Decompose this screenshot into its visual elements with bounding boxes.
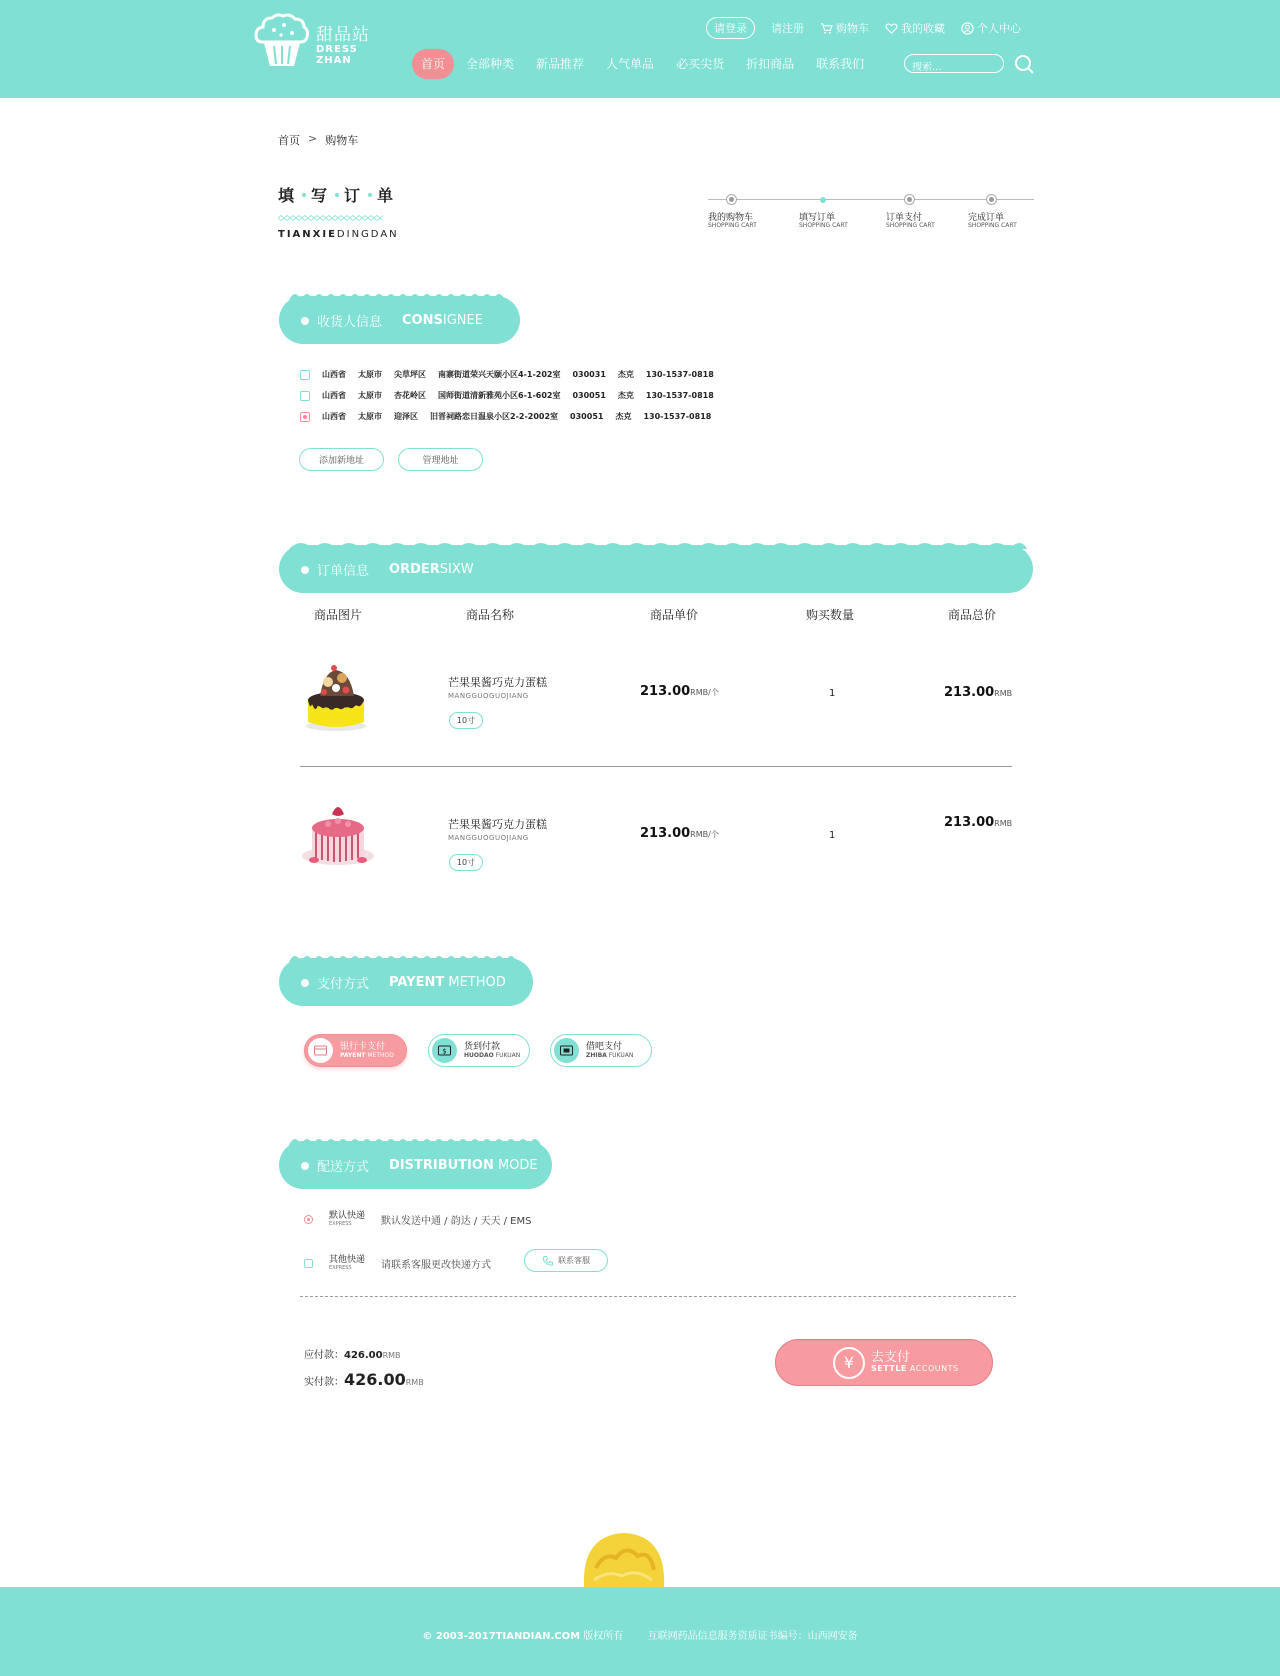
favorites-link[interactable] (885, 20, 945, 36)
step-dot (726, 194, 737, 205)
addr-phone: 130-1537-0818 (643, 412, 712, 421)
unit-price (640, 684, 719, 699)
profile-link[interactable] (961, 20, 1021, 36)
unit-price-suffix: RMB/个 (690, 830, 719, 839)
address-row-selected[interactable] (300, 406, 726, 427)
search-input[interactable] (912, 62, 1002, 73)
addr-city: 太原市 (358, 412, 382, 421)
pay-option-en-rest: FUKUAN (606, 1051, 634, 1059)
pay-option-en (464, 1053, 520, 1059)
addr-street: 南寨街道荣兴天颐小区4-1-202室 (438, 370, 561, 379)
settle-label-cn: 去支付 (871, 1349, 911, 1365)
site-header (0, 0, 1280, 98)
payment-title-en-bold: PAYENT (389, 975, 445, 990)
delivery-option-en: EXPRESS (329, 1221, 352, 1227)
bullet-icon (301, 1162, 309, 1170)
payment-title-en (389, 975, 506, 990)
step-dot-active (817, 194, 828, 205)
logo-cn-text: 甜品站 (316, 25, 370, 45)
pay-option-zhiba[interactable] (550, 1034, 652, 1067)
footer-cake-decoration (580, 1528, 668, 1588)
bullet-icon (301, 979, 309, 987)
pay-option-cn: 货到付款 (464, 1041, 501, 1052)
top-links (706, 17, 1021, 39)
addr-city: 太原市 (358, 370, 382, 379)
main-nav (412, 48, 876, 80)
pay-option-en-bold: PAYENT (340, 1051, 366, 1059)
cash-icon (432, 1038, 457, 1063)
item-total-suffix: RMB (994, 689, 1013, 698)
step-label: 我的购物车 (708, 213, 754, 223)
product-name[interactable]: 芒果果酱巧克力蛋糕 (448, 676, 547, 689)
footer-text (0, 1627, 1280, 1642)
address-row[interactable] (300, 364, 726, 385)
title-dot (302, 193, 306, 197)
pay-option-en-bold: HUODAO (464, 1051, 494, 1059)
page-title-char: 订 (344, 186, 364, 205)
footer-copyright: © 2003-2017TIANDIAN.COM (422, 1631, 581, 1642)
step-dot (904, 194, 915, 205)
breadcrumb (278, 132, 358, 148)
item-total-value: 213.00 (944, 685, 995, 700)
settle-button[interactable] (775, 1339, 993, 1386)
settle-label-en-bold: SETTLE (871, 1364, 907, 1374)
pay-option-cn: 借吧支付 (586, 1041, 623, 1052)
payable-value: 426.00 (344, 1350, 383, 1361)
search-icon[interactable] (1013, 53, 1035, 75)
actual-value: 426.00 (344, 1370, 406, 1389)
user-icon (961, 22, 974, 35)
cart-label: 购物车 (836, 22, 869, 35)
step-sub: SHOPPING CART (708, 222, 757, 229)
pay-option-en (586, 1053, 633, 1059)
progress-steps (708, 191, 1034, 241)
step-sub: SHOPPING CART (968, 222, 1017, 229)
item-total-suffix: RMB (994, 819, 1013, 828)
yuan-icon: ¥ (833, 1347, 865, 1379)
nav-contact[interactable]: 联系我们 (816, 57, 865, 71)
unit-price-value: 213.00 (640, 826, 691, 841)
distribution-title-en-rest: MODE (493, 1158, 538, 1173)
product-name-en: MANGGUOGUOJIANG (448, 692, 529, 700)
register-link[interactable]: 请注册 (771, 22, 804, 35)
addr-postcode: 030051 (570, 412, 604, 421)
title-zigzag-decoration (278, 215, 385, 221)
addr-street: 旧晋祠路恋日温泉小区2-2-2002室 (430, 412, 559, 421)
pay-option-cn: 银行卡支付 (340, 1041, 386, 1052)
step-label: 订单支付 (886, 213, 923, 223)
footer-rights: 版权所有 (583, 1631, 624, 1642)
distribution-banner (279, 1141, 552, 1189)
search-box (904, 54, 1004, 73)
pay-option-text (586, 1043, 633, 1059)
addr-province: 山西省 (322, 412, 346, 421)
distribution-title-cn: 配送方式 (317, 1160, 370, 1175)
page-title-en (278, 229, 399, 240)
page-title-char: 写 (311, 186, 331, 205)
addr-province: 山西省 (322, 391, 346, 400)
order-title-en-bold: ORDER (389, 562, 440, 577)
product-image-chocolate-cake[interactable] (298, 652, 380, 734)
favorites-label: 我的收藏 (901, 22, 945, 35)
add-address-button[interactable]: 添加新地址 (299, 448, 384, 471)
scallop-decoration (279, 1133, 552, 1145)
scallop-decoration (279, 950, 533, 962)
consignee-title-en-rest: IGNEE (442, 313, 483, 328)
payment-banner (279, 958, 533, 1006)
address-row[interactable] (300, 385, 726, 406)
bullet-icon (301, 566, 309, 574)
dashed-divider (300, 1296, 1016, 1297)
wallet-icon (554, 1038, 579, 1063)
order-title-en (389, 562, 474, 577)
consignee-title-en-bold: CONS (402, 313, 443, 328)
unit-price-suffix: RMB/个 (690, 688, 719, 697)
addr-district: 杏花岭区 (394, 391, 426, 400)
payment-title-en-rest: METHOD (444, 975, 506, 990)
column-header-total: 商品总价 (948, 608, 997, 622)
payable-label: 应付款： (304, 1350, 344, 1361)
addr-name: 杰克 (617, 370, 634, 379)
heart-icon (885, 22, 898, 35)
delivery-option-default[interactable] (304, 1212, 531, 1227)
pay-option-text (340, 1043, 394, 1059)
contact-support-button[interactable] (524, 1249, 608, 1272)
order-banner-title (301, 560, 474, 579)
page-title-en-bold: TIANXIE (278, 229, 337, 240)
address-checkbox[interactable] (300, 370, 310, 380)
addr-postcode: 030051 (572, 391, 606, 400)
nav-new-arrivals[interactable]: 新品推荐 (536, 57, 585, 71)
site-logo[interactable] (252, 12, 397, 72)
addr-district: 尖草坪区 (394, 370, 426, 379)
page-title-char: 单 (377, 186, 397, 205)
product-name-en: MANGGUOGUOJIANG (448, 834, 529, 842)
consignee-banner-title (301, 311, 483, 330)
actual-unit: RMB (405, 1378, 424, 1387)
distribution-banner-title (301, 1156, 538, 1175)
product-name[interactable]: 芒果果酱巧克力蛋糕 (448, 818, 547, 831)
settle-label-en (871, 1365, 959, 1374)
cart-link[interactable] (820, 20, 869, 36)
addr-street: 国师街道清新雅苑小区6-1-602室 (438, 391, 561, 400)
delivery-option-cn: 默认快递 (329, 1211, 366, 1221)
item-total (944, 815, 1012, 830)
nav-must-buy[interactable]: 必买尖货 (676, 57, 725, 71)
addr-name: 杰克 (617, 391, 634, 400)
consignee-title-en (402, 313, 483, 328)
delivery-radio-checked[interactable] (304, 1215, 313, 1224)
scallop-decoration (279, 537, 1033, 549)
addr-name: 杰克 (615, 412, 632, 421)
consignee-title-cn: 收货人信息 (317, 315, 383, 330)
consignee-banner (279, 296, 520, 344)
addr-phone: 130-1537-0818 (645, 370, 714, 379)
page-title (278, 183, 399, 240)
footer-license: 互联网药品信息服务资质证书编号：山西网安备 (647, 1631, 858, 1642)
delivery-option-other[interactable] (304, 1256, 491, 1271)
nav-popular[interactable]: 人气单品 (606, 57, 655, 71)
addr-province: 山西省 (322, 370, 346, 379)
title-dot (335, 193, 339, 197)
nav-all-categories[interactable]: 全部种类 (466, 57, 515, 71)
login-link[interactable]: 请登录 (706, 17, 755, 39)
delivery-option-en: EXPRESS (329, 1265, 352, 1271)
pay-option-en (340, 1053, 394, 1059)
manage-address-button[interactable]: 管理地址 (398, 448, 483, 471)
product-size-tag: 10寸 (449, 712, 483, 729)
delivery-option-name (329, 1256, 381, 1271)
svg-text:$: $ (442, 1047, 447, 1056)
profile-label: 个人中心 (977, 22, 1021, 35)
breadcrumb-separator: > (308, 132, 318, 145)
step-label: 完成订单 (968, 213, 1005, 223)
item-quantity: 1 (829, 830, 836, 841)
settle-text (871, 1351, 959, 1374)
actual-amount (304, 1370, 424, 1389)
settle-label-en-rest: ACCOUNTS (906, 1364, 959, 1374)
bullet-icon (301, 317, 309, 325)
breadcrumb-current: 购物车 (325, 134, 359, 147)
payment-banner-title (301, 973, 506, 992)
address-checkbox[interactable] (300, 391, 310, 401)
breadcrumb-home[interactable]: 首页 (278, 134, 300, 147)
item-quantity: 1 (829, 688, 836, 699)
page-title-char: 填 (278, 186, 298, 205)
delivery-option-name (329, 1212, 381, 1227)
address-list (300, 364, 726, 427)
delivery-option-desc: 默认发送中通 / 韵达 / 天天 / EMS (381, 1216, 532, 1227)
title-dot (368, 193, 372, 197)
column-header-image: 商品图片 (314, 608, 363, 622)
page-title-cn (278, 183, 399, 206)
site-footer (0, 1587, 1280, 1676)
delivery-option-cn: 其他快递 (329, 1255, 366, 1265)
logo-en-text: DRESS ZHAN (316, 44, 358, 66)
pay-option-cash-on-delivery[interactable] (428, 1034, 530, 1067)
nav-discount[interactable]: 折扣商品 (746, 57, 795, 71)
address-checkbox-checked[interactable] (300, 412, 310, 422)
column-header-name: 商品名称 (466, 608, 515, 622)
card-icon (308, 1038, 333, 1063)
column-header-unit-price: 商品单价 (650, 608, 699, 622)
pay-option-text (464, 1043, 520, 1059)
pay-option-en-bold: ZHIBA (586, 1051, 607, 1059)
unit-price (640, 826, 719, 841)
order-title-en-rest: SIXW (439, 562, 474, 577)
payable-unit: RMB (382, 1351, 401, 1360)
step-sub: SHOPPING CART (886, 222, 935, 229)
payment-title-cn: 支付方式 (317, 977, 370, 992)
nav-home[interactable]: 首页 (412, 49, 454, 79)
item-total-value: 213.00 (944, 815, 995, 830)
distribution-title-en (389, 1158, 538, 1173)
step-dot (986, 194, 997, 205)
contact-support-label: 联系客服 (558, 1256, 590, 1265)
pay-option-bank-card[interactable] (304, 1034, 407, 1067)
step-sub: SHOPPING CART (799, 222, 848, 229)
order-banner (279, 545, 1033, 593)
addr-postcode: 030031 (572, 370, 606, 379)
pay-option-en-rest: FUKUAN (493, 1051, 521, 1059)
addr-phone: 130-1537-0818 (645, 391, 714, 400)
order-title-cn: 订单信息 (317, 564, 370, 579)
cart-icon (820, 22, 833, 35)
product-image-strawberry-cake[interactable] (298, 794, 380, 876)
payable-amount (304, 1346, 401, 1361)
row-divider (300, 766, 1012, 767)
delivery-option-desc: 请联系客服更改快递方式 (381, 1260, 491, 1271)
product-size-tag: 10寸 (449, 854, 483, 871)
delivery-radio[interactable] (304, 1259, 313, 1268)
column-header-quantity: 购买数量 (806, 608, 855, 622)
page-title-en-rest: DINGDAN (336, 229, 399, 240)
scallop-decoration (279, 288, 520, 300)
cupcake-logo-icon (252, 12, 310, 70)
distribution-title-en-bold: DISTRIBUTION (389, 1158, 494, 1173)
unit-price-value: 213.00 (640, 684, 691, 699)
step-label: 填写订单 (799, 213, 836, 223)
item-total (944, 685, 1012, 700)
phone-icon (542, 1255, 554, 1267)
pay-option-en-rest: METHOD (365, 1051, 394, 1059)
addr-district: 迎泽区 (394, 412, 418, 421)
actual-label: 实付款： (304, 1377, 344, 1388)
addr-city: 太原市 (358, 391, 382, 400)
